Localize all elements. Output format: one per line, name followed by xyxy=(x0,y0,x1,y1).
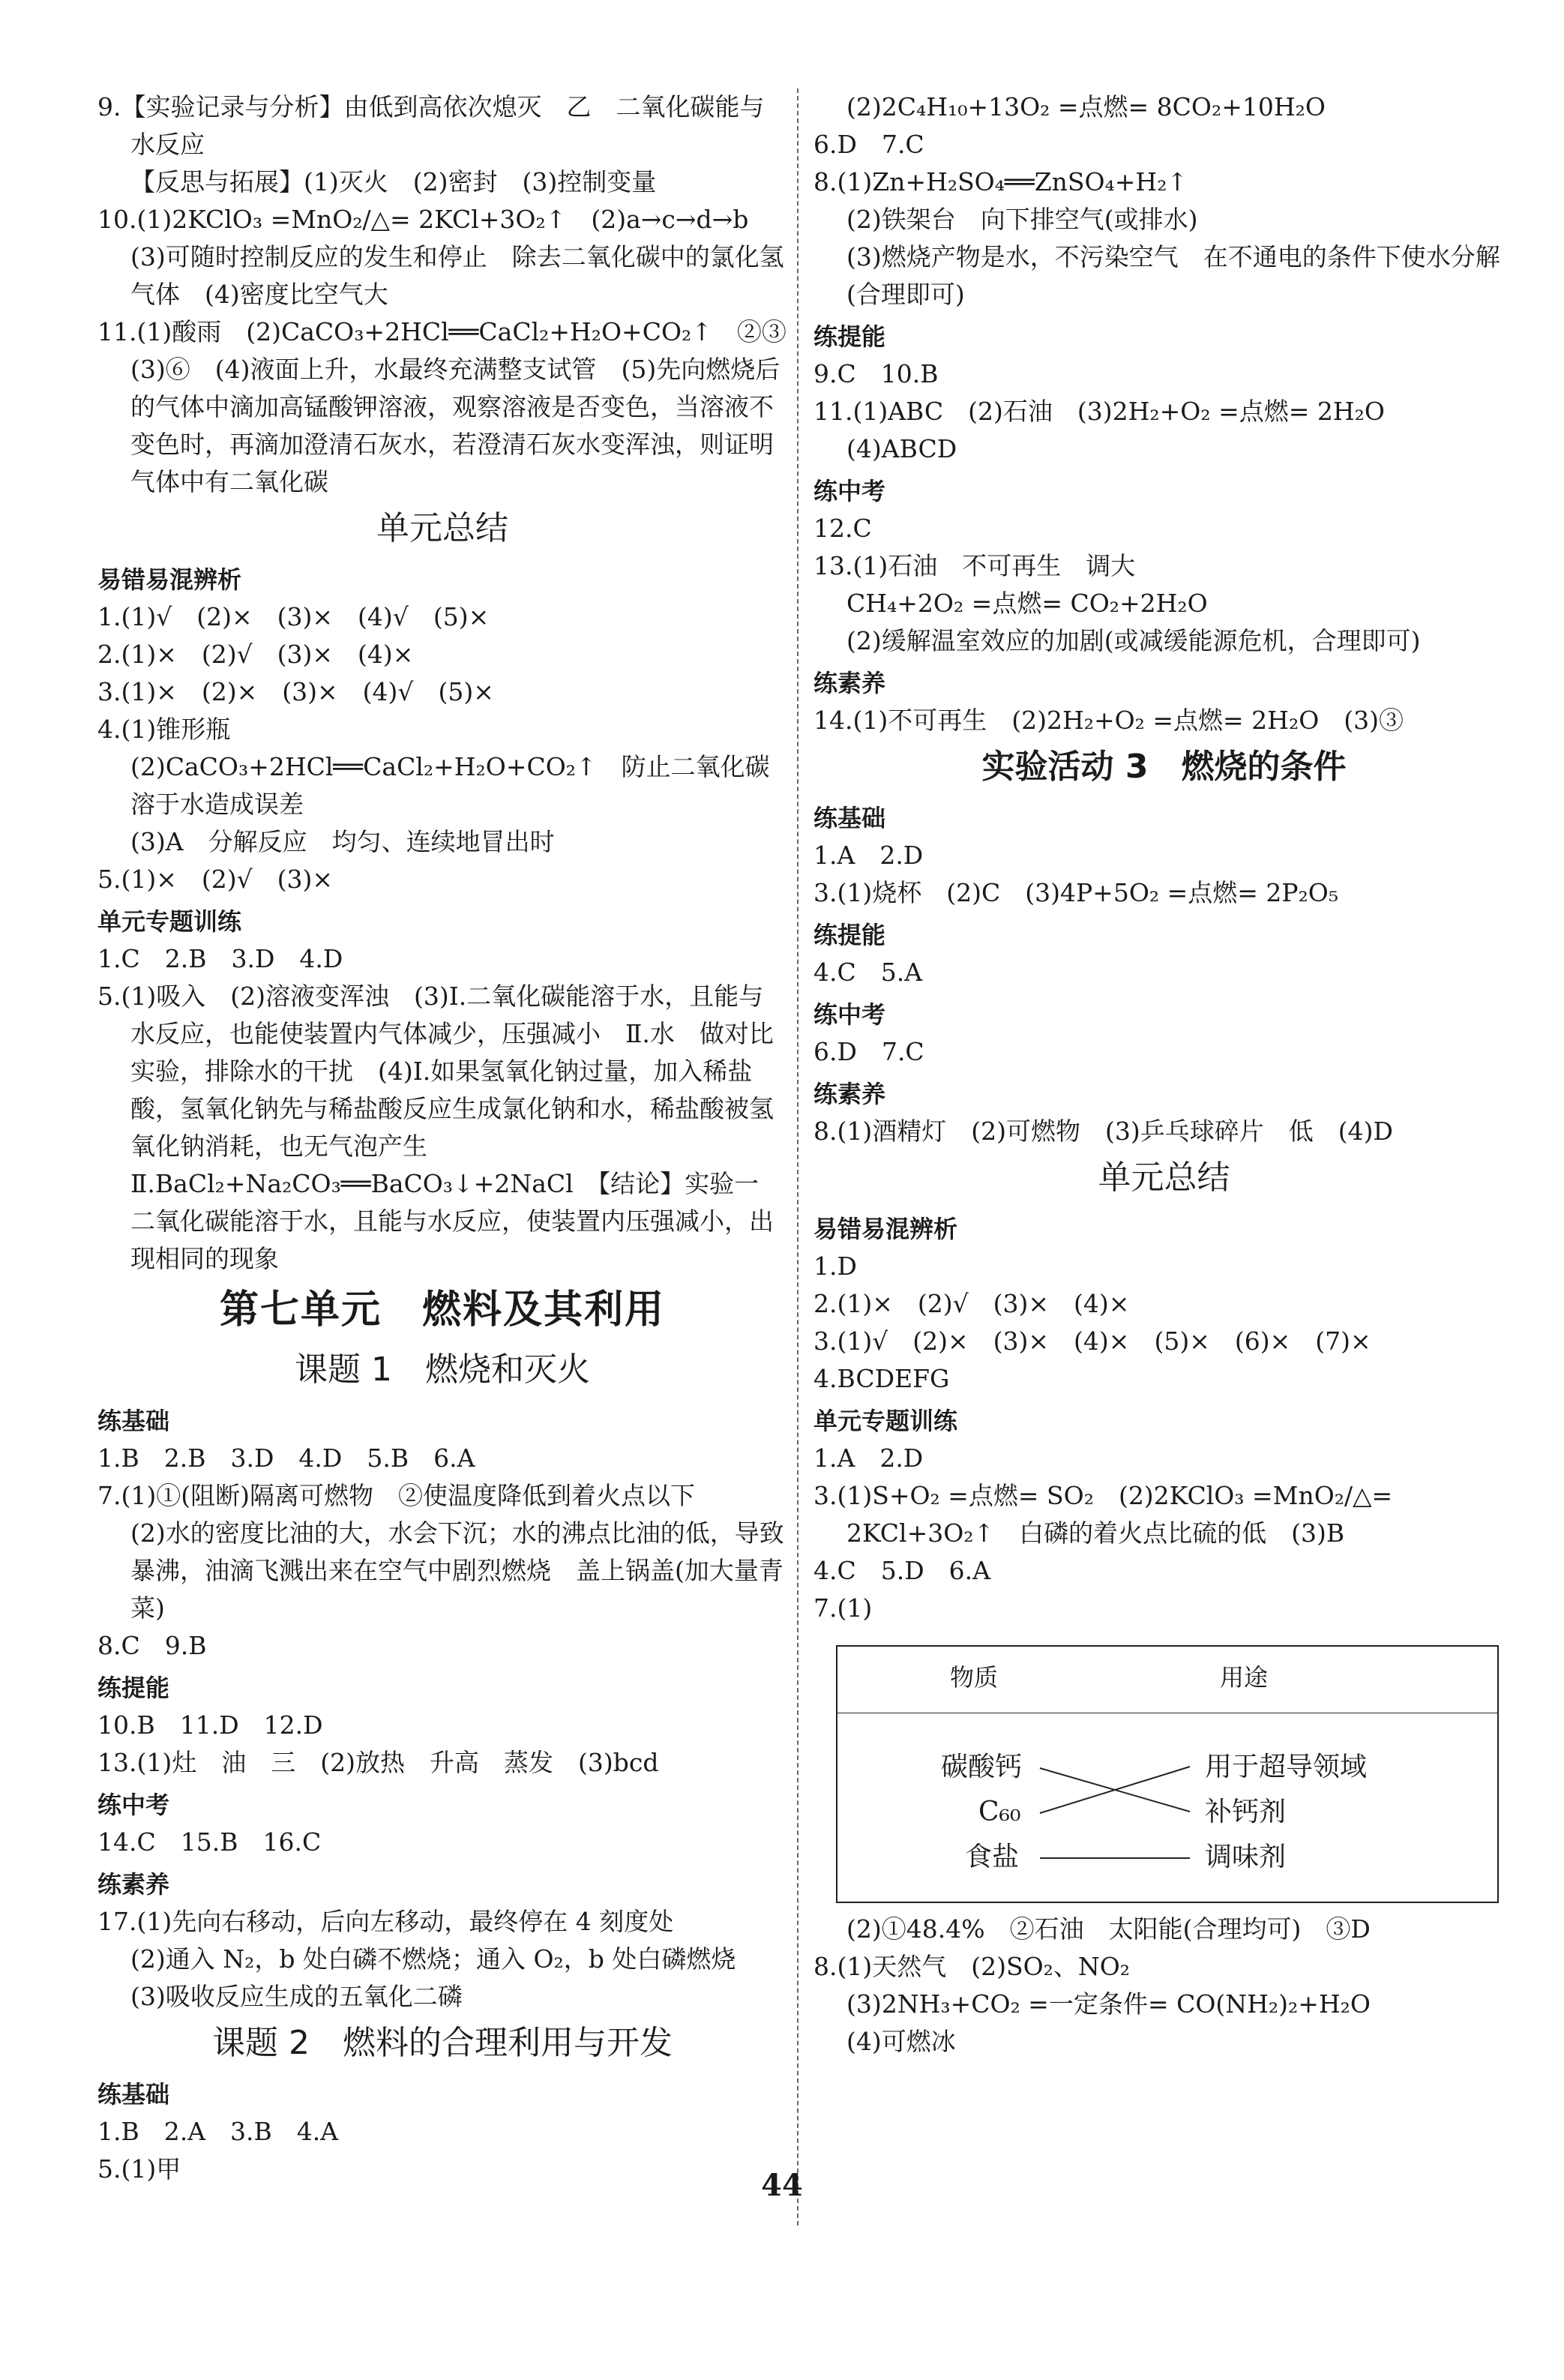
table-header-substance: 物质 xyxy=(950,1663,999,1692)
page-number: 44 xyxy=(761,2168,803,2203)
answer-line: 6.D 7.C xyxy=(813,1037,924,1066)
substance-calcium-carbonate: 碳酸钙 xyxy=(941,1752,1023,1782)
exercise-heading: 练中考 xyxy=(813,1000,886,1029)
answer-line: 1.B 2.B 3.D 4.D 5.B 6.A xyxy=(97,1443,475,1473)
answer-line: 2.(1)× (2)√ (3)× (4)× xyxy=(813,1289,1130,1318)
exercise-heading: 单元专题训练 xyxy=(97,907,242,936)
answer-line: 14.(1)不可再生 (2)2H₂+O₂ =点燃= 2H₂O (3)③ xyxy=(813,706,1404,735)
answer-line: 8.(1)Zn+H₂SO₄══ZnSO₄+H₂↑ xyxy=(813,167,1188,196)
answer-line: 8.C 9.B xyxy=(97,1631,207,1660)
section-title: 实验活动 3 燃烧的条件 xyxy=(981,748,1347,786)
right-column-main xyxy=(813,88,1515,1627)
answer-line: 5.(1)吸入 (2)溶液变浑浊 (3)Ⅰ.二氧化碳能溶于水，且能与水反应，也能使装置内气体减少，压强减小 Ⅱ.水 做对比实验，排除水的干扰 (4)Ⅰ.如果氢氧化钠过量，加入稀盐酸，氢氧化钠先与稀盐酸反应生成氯化钠和水，稀盐酸被氢氧化钠消耗，也无气泡产生 Ⅱ.BaCl₂+Na₂CO₃══BaCO₃↓+2NaCl 【结论】实验一 二氧化碳能溶于水，且能与水反应，使装置内压强减小，出现相同的现象 xyxy=(97,982,784,1273)
answer-line: 8.(1)酒精灯 (2)可燃物 (3)乒乓球碎片 低 (4)D xyxy=(813,1117,1393,1146)
match-line-2 xyxy=(1040,1767,1190,1813)
answer-line: 17.(1)先向右移动，后向左移动，最终停在 4 刻度处 xyxy=(97,1907,674,1936)
answer-line: (3)2NH₃+CO₂ =一定条件= CO(NH₂)₂+H₂O xyxy=(846,1989,1371,2019)
exercise-heading: 练素养 xyxy=(97,1870,170,1899)
exercise-heading: 易错易混辨析 xyxy=(97,565,242,594)
answer-line: 12.C xyxy=(813,514,872,543)
exercise-heading: 练基础 xyxy=(813,804,886,832)
exercise-heading: 练素养 xyxy=(813,1080,886,1108)
answer-line: 4.(1)锥形瓶 xyxy=(97,715,231,744)
answer-line: 10.(1)2KClO₃ =MnO₂/△= 2KCl+3O₂↑ (2)a→c→d→b xyxy=(97,205,749,234)
exercise-heading: 练中考 xyxy=(813,477,886,505)
answer-line: (3)可随时控制反应的发生和停止 除去二氧化碳中的氯化氢气体 (4)密度比空气大 xyxy=(130,242,784,309)
matching-table xyxy=(836,1645,1499,1903)
answer-line: (3)燃烧产物是水，不污染空气 在不通电的条件下使水分解(合理即可) xyxy=(846,242,1500,309)
exercise-heading: 单元专题训练 xyxy=(813,1407,958,1435)
answer-line: (4)ABCD xyxy=(846,434,957,463)
section-title: 单元总结 xyxy=(1098,1159,1230,1197)
answer-line: 4.C 5.D 6.A xyxy=(813,1556,990,1585)
answer-line: 11.(1)酸雨 (2)CaCO₃+2HCl══CaCl₂+H₂O+CO₂↑ ②③ (3)⑥ (4)液面上升，水最终充满整支试管 (5)先向燃烧后的气体中滴加高锰酸钾溶液，观察溶液是否变色，当溶液不变色时，再滴加澄清石灰水，若澄清石灰水变浑浊，则证明气体中有二氧化碳 xyxy=(97,317,811,496)
substance-c60: C₆₀ xyxy=(978,1797,1021,1827)
answer-line: 14.C 15.B 16.C xyxy=(97,1827,322,1857)
section-title: 课题 1 燃烧和灭火 xyxy=(295,1350,590,1389)
substance-salt: 食盐 xyxy=(965,1842,1020,1872)
section-title: 课题 2 燃料的合理利用与开发 xyxy=(212,2024,673,2062)
answer-line: (4)可燃冰 xyxy=(846,2027,956,2056)
answer-line: 13.(1)灶 油 三 (2)放热 升高 蒸发 (3)bcd xyxy=(97,1748,659,1777)
answer-line: (2)水的密度比油的大，水会下沉；水的沸点比油的低，导致暴沸，油滴飞溅出来在空气中剧烈燃烧 盖上锅盖(加大量青菜) xyxy=(130,1518,784,1623)
answer-line: 1.(1)√ (2)× (3)× (4)√ (5)× xyxy=(97,602,490,631)
exercise-heading: 练提能 xyxy=(97,1674,170,1702)
answer-line: 9.C 10.B xyxy=(813,359,939,388)
answer-line: 6.D 7.C xyxy=(813,130,924,159)
answer-line: 1.A 2.D xyxy=(813,1443,924,1473)
answer-line: 10.B 11.D 12.D xyxy=(97,1710,323,1740)
use-superconductor: 用于超导领域 xyxy=(1205,1752,1368,1782)
answer-line: (2)缓解温室效应的加剧(或减缓能源危机，合理即可) xyxy=(846,626,1421,655)
exercise-heading: 练提能 xyxy=(813,322,886,351)
answer-line: 【反思与拓展】(1)灭火 (2)密封 (3)控制变量 xyxy=(130,167,657,196)
answer-line: 13.(1)石油 不可再生 调大 xyxy=(813,551,1136,580)
answer-line: 3.(1)√ (2)× (3)× (4)× (5)× (6)× (7)× xyxy=(813,1326,1371,1356)
answer-line: 2.(1)× (2)√ (3)× (4)× xyxy=(97,640,414,669)
answer-line: 1.A 2.D xyxy=(813,841,924,870)
answer-line: 9.【实验记录与分析】由低到高依次熄灭 乙 二氧化碳能与水反应 xyxy=(97,92,765,159)
answer-line: 1.C 2.B 3.D 4.D xyxy=(97,944,343,973)
answer-line: 3.(1)× (2)× (3)× (4)√ (5)× xyxy=(97,677,494,706)
answer-line: 5.(1)甲 xyxy=(97,2154,181,2184)
answer-line: (2)CaCO₃+2HCl══CaCl₂+H₂O+CO₂↑ 防止二氧化碳溶于水造成误差 xyxy=(130,752,770,819)
answer-line: 1.B 2.A 3.B 4.A xyxy=(97,2117,339,2146)
answer-line: (2)通入 N₂，b 处白磷不燃烧；通入 O₂，b 处白磷燃烧 xyxy=(130,1944,736,1974)
exercise-heading: 练素养 xyxy=(813,669,886,697)
matching-lines xyxy=(837,1647,1497,1902)
right-column-continued xyxy=(813,1911,1515,2061)
answer-line: 4.BCDEFG xyxy=(813,1364,950,1393)
answer-line: 11.(1)ABC (2)石油 (3)2H₂+O₂ =点燃= 2H₂O xyxy=(813,397,1385,426)
column-divider xyxy=(797,88,798,2226)
section-title: 单元总结 xyxy=(376,509,508,547)
exercise-heading: 练基础 xyxy=(97,1407,170,1435)
answer-line: (2)①48.4% ②石油 太阳能(合理均可) ③D xyxy=(846,1914,1371,1944)
answer-line: 7.(1)①(阻断)隔离可燃物 ②使温度降低到着火点以下 xyxy=(97,1481,695,1510)
exercise-heading: 易错易混辨析 xyxy=(813,1215,958,1243)
right-column xyxy=(813,88,1515,2061)
answer-line: 7.(1) xyxy=(813,1593,873,1623)
use-seasoning: 调味剂 xyxy=(1205,1842,1287,1872)
answer-line: 3.(1)烧杯 (2)C (3)4P+5O₂ =点燃= 2P₂O₅ xyxy=(813,878,1339,907)
answer-line: (3)A 分解反应 均匀、连续地冒出时 xyxy=(130,827,555,856)
answer-line: CH₄+2O₂ =点燃= CO₂+2H₂O xyxy=(846,589,1208,618)
exercise-heading: 练中考 xyxy=(97,1791,170,1819)
answer-line: 1.D xyxy=(813,1251,857,1281)
answer-line: 5.(1)× (2)√ (3)× xyxy=(97,865,334,894)
answer-line: (2)铁架台 向下排空气(或排水) xyxy=(846,205,1198,234)
use-calcium-supplement: 补钙剂 xyxy=(1205,1797,1287,1827)
section-title: 第七单元 燃料及其利用 xyxy=(219,1287,665,1332)
exercise-heading: 练基础 xyxy=(97,2080,170,2109)
answer-line: (2)2C₄H₁₀+13O₂ =点燃= 8CO₂+10H₂O xyxy=(846,92,1326,121)
table-header-use: 用途 xyxy=(1220,1663,1269,1692)
exercise-heading: 练提能 xyxy=(813,921,886,949)
answer-line: (3)吸收反应生成的五氧化二磷 xyxy=(130,1982,463,2011)
answer-line: 4.C 5.A xyxy=(813,958,923,987)
answer-line: 3.(1)S+O₂ =点燃= SO₂ (2)2KClO₃ =MnO₂/△= 2KCl+3O₂↑ 白磷的着火点比硫的低 (3)B xyxy=(813,1481,1393,1548)
answer-line: 8.(1)天然气 (2)SO₂、NO₂ xyxy=(813,1952,1131,1981)
